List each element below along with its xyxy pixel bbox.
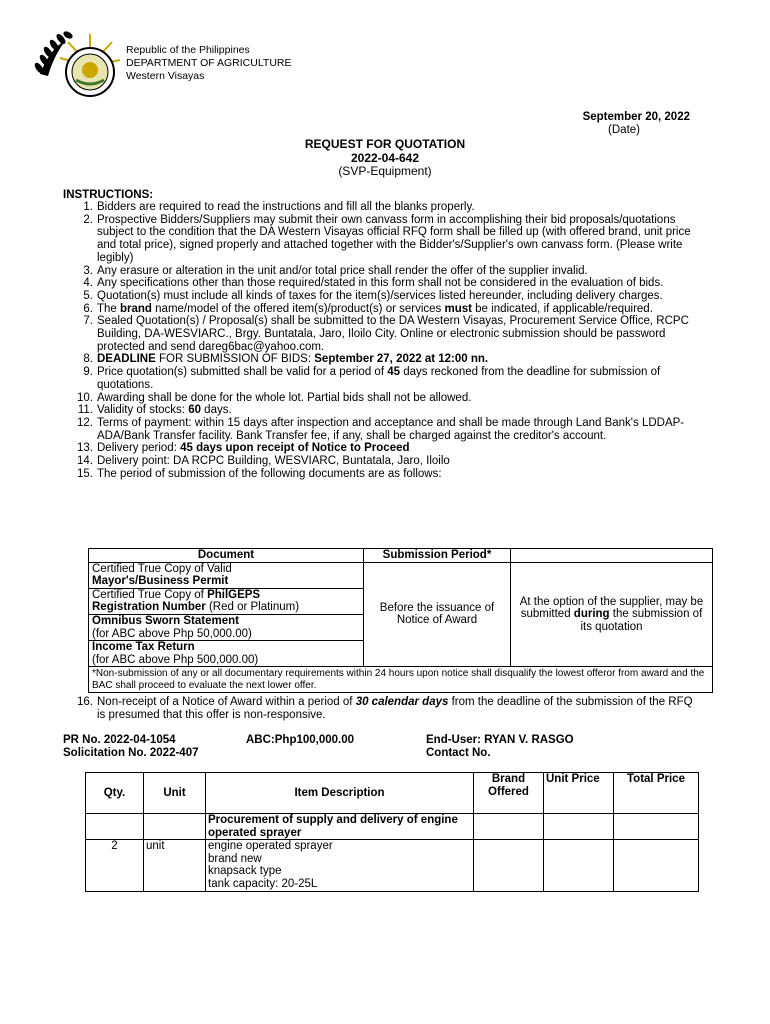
instruction-text: Awarding shall be done for the whole lot. Partial bids shall not be allowed.: [97, 391, 472, 404]
docs-header-blank: [511, 549, 713, 563]
section-title: Procurement of supply and delivery of engine operated sprayer: [206, 814, 474, 840]
date-block: [520, 111, 690, 137]
header-unit: Unit: [144, 773, 206, 814]
date-label: (Date): [608, 124, 640, 136]
header-unit-price: Unit Price: [544, 773, 614, 814]
instruction-number: 9.: [83, 366, 93, 379]
instruction-text: Price quotation(s) submitted shall be valid for a period of: [97, 366, 388, 379]
period-option-c: the submission of its quotation: [580, 608, 703, 633]
instruction-text: days reckoned from the deadline for submission of quotations.: [97, 366, 661, 391]
end-user: End-User: RYAN V. RASGO: [426, 734, 574, 746]
instruction-number: 7.: [83, 315, 93, 328]
pr-block: [63, 734, 199, 760]
instruction-number: 15.: [77, 467, 93, 480]
items-table: [85, 772, 699, 892]
instruction-item: [63, 442, 698, 455]
instruction-number: 3.: [83, 264, 93, 277]
instruction-text: be indicated, if applicable/required.: [471, 302, 653, 315]
instruction-text: 60: [188, 404, 201, 417]
instruction-item: [63, 277, 698, 290]
item-brand-offered[interactable]: [474, 840, 544, 891]
instruction-16-a: Non-receipt of a Notice of Award within a period of: [97, 696, 356, 708]
instruction-text: Any erasure or alteration in the unit and/or total price shall render the offer of the supplier invalid.: [97, 264, 588, 277]
title-heading: REQUEST FOR QUOTATION: [304, 137, 466, 151]
header-qty: Qty.: [86, 773, 144, 814]
instruction-item: [63, 315, 698, 353]
item-desc-line: brand new: [208, 852, 262, 865]
header-description: Item Description: [206, 773, 474, 814]
instruction-text: September 27, 2022 at 12:00 nn.: [314, 353, 489, 366]
document-title: [0, 138, 770, 179]
instruction-item: [63, 303, 698, 316]
instruction-number: 10.: [77, 391, 93, 404]
section-unit-cell: [144, 814, 206, 840]
instruction-text: Validity of stocks:: [97, 404, 189, 417]
instruction-text: 45: [387, 366, 401, 379]
instruction-text: brand: [120, 302, 152, 315]
da-seal-logo-icon: [32, 30, 124, 102]
instruction-item: [63, 214, 698, 265]
docs-footnote: *Non-submission of any or all documentary requirements within 24 hours upon notice shall disqualify the lowest offeror from award and the BAC shall proceed to evaluate the next lower offer.: [89, 667, 713, 693]
instruction-number: 5.: [83, 289, 93, 302]
instruction-item: [63, 290, 698, 303]
item-desc-line: engine operated sprayer: [208, 840, 333, 853]
instruction-item: [63, 468, 698, 481]
contact-number: Contact No.: [426, 747, 491, 759]
pr-number: PR No. 2022-04-1054: [63, 734, 176, 746]
instruction-text: Delivery point: DA RCPC Building, WESVIARC, Buntatala, Jaro, Iloilo: [97, 455, 450, 468]
instruction-item: [63, 417, 698, 442]
doc-philgeps-d: (Red or Platinum): [205, 601, 300, 614]
doc-omnibus-a: Omnibus Sworn Statement: [92, 614, 239, 627]
instruction-text: DEADLINE: [97, 353, 156, 366]
instruction-item: [63, 201, 698, 214]
doc-business-permit: [89, 562, 364, 588]
section-unit-price-cell: [544, 814, 614, 840]
item-total-price[interactable]: [614, 840, 699, 891]
instruction-number: 12.: [77, 416, 93, 429]
instruction-number: 4.: [83, 277, 93, 290]
instruction-text: The period of submission of the following documents are as follows:: [97, 467, 442, 480]
instruction-text: 45 days upon receipt of Notice to Proceed: [180, 442, 410, 455]
instruction-number: 8.: [83, 353, 93, 366]
header-brand-offered: Brand Offered: [474, 773, 544, 814]
item-desc-line: knapsack type: [208, 865, 282, 878]
instruction-text: must: [444, 302, 472, 315]
agency-line-region: Western Visayas: [126, 70, 205, 82]
instruction-16-c: from the deadline of the submission of the RFQ is presumed that this offer is non-responsive.: [97, 696, 693, 721]
doc-philgeps-c: Registration Number: [92, 601, 206, 614]
documents-table: [88, 548, 713, 693]
instruction-item: [63, 404, 698, 417]
instructions-list: [63, 201, 698, 480]
instruction-text: The: [97, 302, 121, 315]
instructions-heading: INSTRUCTIONS:: [63, 189, 154, 201]
agency-header: [126, 44, 292, 83]
instruction-text: Quotation(s) must include all kinds of taxes for the item(s)/services listed hereunder, including delivery charges.: [97, 289, 663, 302]
doc-omnibus: [89, 614, 364, 640]
instruction-number: 6.: [83, 302, 93, 315]
instruction-number: 1.: [83, 201, 93, 213]
instruction-text: Sealed Quotation(s) / Proposal(s) shall be submitted to the DA Western Visayas, Procurement Service Office, RCPC Building, DA-WESVIARC., Brgy. Buntatala, Jaro, Iloilo City. Online or electronic submission should be password protected and send dareg6bac@yahoo.com.: [97, 315, 689, 353]
doc-itr-a: Income Tax Return: [92, 641, 195, 654]
instruction-text: FOR SUBMISSION OF BIDS:: [155, 353, 315, 366]
instruction-text: Any specifications other than those required/stated in this form shall not be considered in the evaluation of bids.: [97, 277, 664, 290]
abc-amount: ABC:Php100,000.00: [246, 734, 355, 746]
item-description: [206, 840, 474, 891]
instruction-16: [63, 696, 703, 721]
section-qty-cell: [86, 814, 144, 840]
item-qty: 2: [86, 840, 144, 891]
instruction-number: 14.: [77, 455, 93, 468]
instruction-16-b: 30 calendar days: [355, 696, 449, 708]
doc-philgeps-a: Certified True Copy of: [92, 588, 208, 601]
header-total-price: Total Price: [614, 773, 699, 814]
doc-philgeps: [89, 588, 364, 614]
instruction-number: 13.: [77, 442, 93, 455]
instruction-number: 11.: [77, 404, 93, 417]
section-brand-cell: [474, 814, 544, 840]
item-unit-price[interactable]: [544, 840, 614, 891]
instruction-item: [63, 455, 698, 468]
instruction-text: days.: [200, 404, 232, 417]
item-desc-line: tank capacity: 20-25L: [208, 877, 318, 890]
instruction-text: Delivery period:: [97, 442, 181, 455]
end-user-block: [426, 734, 574, 760]
doc-itr-b: (for ABC above Php 500,000.00): [92, 653, 259, 666]
period-before-award: Before the issuance of Notice of Award: [364, 562, 511, 667]
doc-omnibus-b: (for ABC above Php 50,000.00): [92, 627, 252, 640]
instruction-text: name/model of the offered item(s)/product(s) or services: [151, 302, 445, 315]
instruction-16-num: 16.: [77, 696, 93, 708]
solicitation-number: Solicitation No. 2022-407: [63, 747, 199, 759]
title-type: (SVP-Equipment): [338, 164, 432, 178]
doc-itr: [89, 641, 364, 667]
period-option-a: At the option of the supplier, may be submitted: [519, 595, 704, 621]
instruction-text: Prospective Bidders/Suppliers may submit their own canvass form in accomplishing their bid proposals/quotations subject to the condition that the DA Western Visayas official RFQ form shall be filled up (with offered brand, unit price and total price), signed properly and attached together with the Bidder's/Supplier's own canvass form. (Please write legibly): [97, 213, 691, 264]
instruction-item: [63, 392, 698, 405]
docs-header-document: Document: [89, 549, 364, 563]
doc-business-permit-line2: Mayor's/Business Permit: [92, 575, 229, 588]
instruction-item: [63, 366, 698, 391]
instruction-item: [63, 353, 698, 366]
period-option: [511, 562, 713, 667]
instruction-text: Terms of payment: within 15 days after inspection and acceptance and shall be made through Land Bank's LDDAP-ADA/Bank Transfer facility. Bank Transfer fee, if any, shall be charged against the creditor's account.: [97, 416, 685, 442]
title-number: 2022-04-642: [350, 150, 420, 165]
instruction-item: [63, 265, 698, 278]
agency-line-republic: Republic of the Philippines: [126, 44, 250, 56]
date-value: September 20, 2022: [582, 111, 690, 123]
docs-header-period: Submission Period*: [364, 549, 511, 563]
doc-business-permit-line1: Certified True Copy of Valid: [92, 562, 232, 575]
period-option-b: during: [573, 608, 610, 621]
instruction-text: Bidders are required to read the instructions and fill all the blanks properly.: [97, 201, 475, 213]
section-total-cell: [614, 814, 699, 840]
doc-philgeps-b: PhilGEPS: [207, 588, 261, 601]
agency-line-department: DEPARTMENT OF AGRICULTURE: [126, 57, 292, 69]
instruction-number: 2.: [83, 213, 93, 226]
item-unit: unit: [144, 840, 206, 891]
